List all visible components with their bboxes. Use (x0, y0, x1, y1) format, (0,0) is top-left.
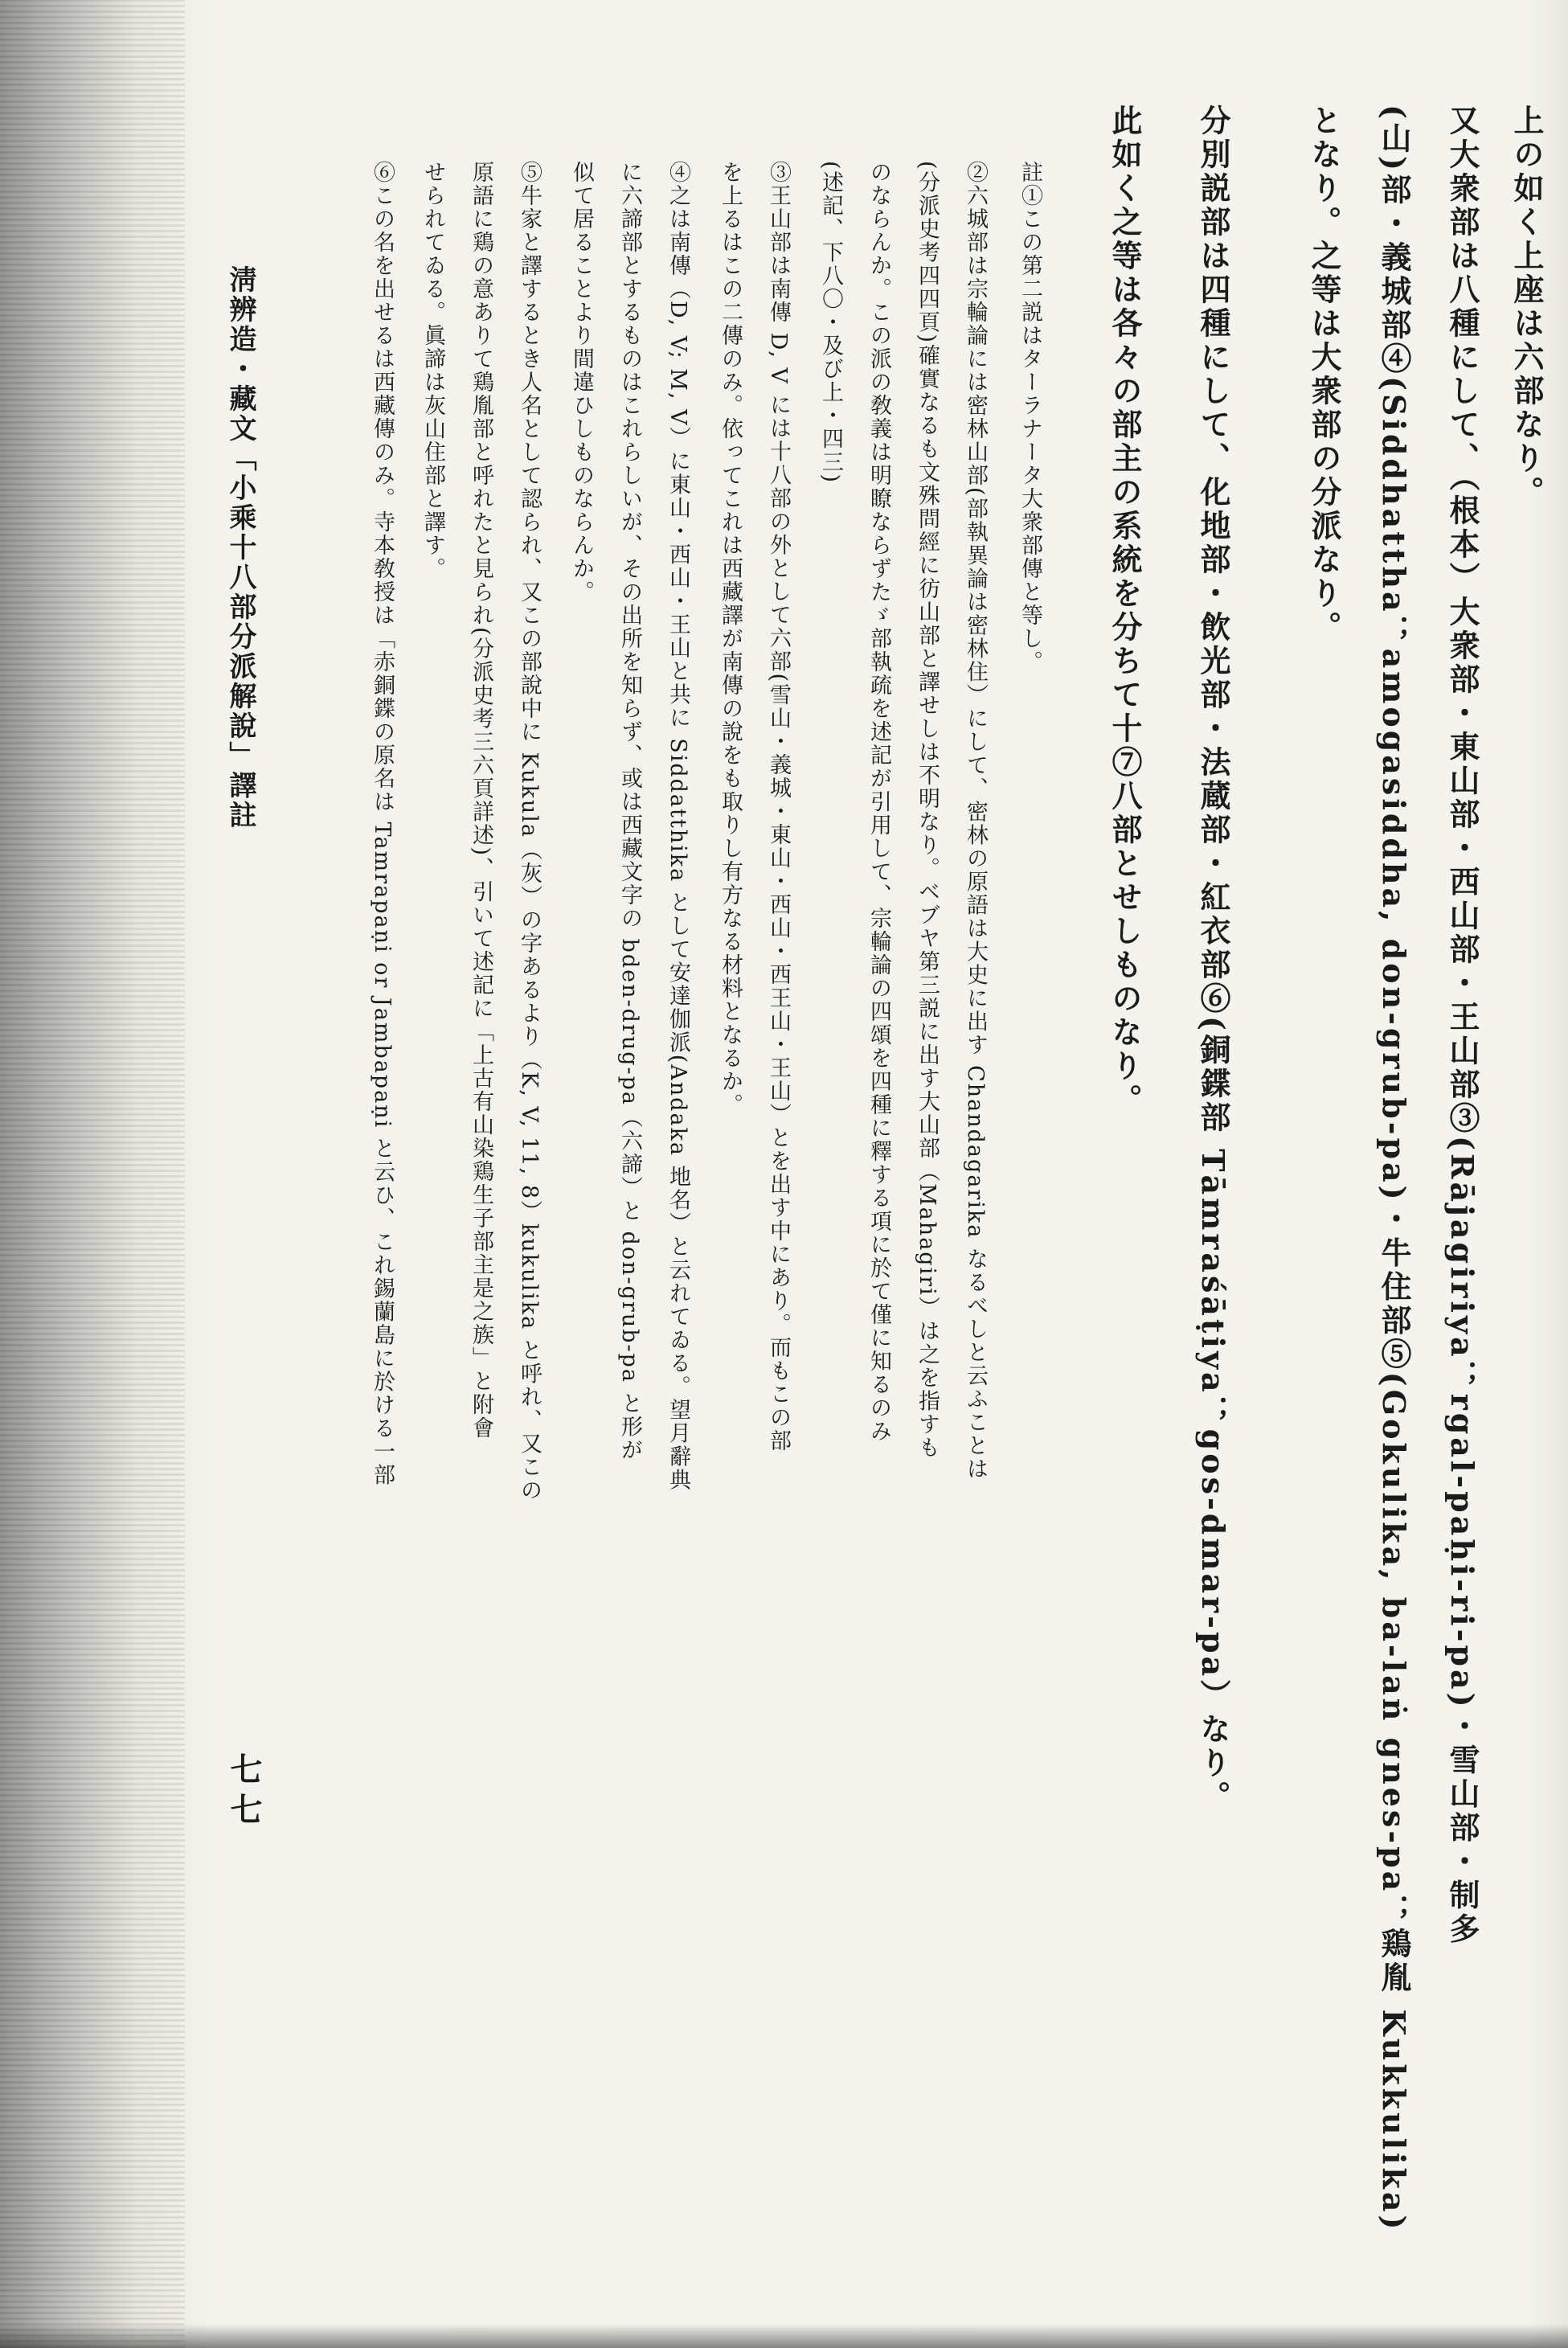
note-line-6: ③王山部は南傳 D, V には十八部の外として六部(雪山・義城・東山・西山・西王山・王山）とを出す中にあり。而もこの部 (766, 161, 791, 1453)
main-text-line-1: 上の如く上座は六部なり。 (1509, 104, 1545, 510)
note-line-8: ④之は南傳（D, V; M, V）に東山・西山・王山と共に Siddatthika として安達伽派(Andaka 地名）と云れてゐる。望月辭典 (665, 161, 690, 1492)
note-line-1: 註①この第二説はターラナータ大衆部傳と等し。 (1017, 161, 1042, 674)
note-line-10: 似て居ることより間違ひしものならんか。 (569, 161, 594, 604)
note-line-14: ⑥この名を出せるは西藏傳のみ。寺本敎授は「赤銅鍱の原名は Tamrapaṇi or Jambapaṇi と云ひ、これ錫蘭島に於ける一部 (370, 161, 395, 1487)
main-text-line-2: 又大衆部は八種にして、（根本）大衆部・東山部・西山部・王山部③(Rājagiriya；rgal-paḥi-ri-pa)・雪山部・制多 (1444, 104, 1480, 1947)
note-line-7: を上るはこの二傳のみ。依ってこれは西藏譯が南傳の說をも取りし有方なる材料となるか。 (718, 161, 743, 1117)
note-line-5: (述記、下八〇・及び上・四三) (818, 161, 843, 485)
note-line-3: (分派史考四四頁)確實なるも文殊問經に彷山部と譯せしは不明なり。ベブヤ第三説に出す大山部（Mahagiri）は之を指すも (915, 161, 940, 1460)
note-line-9: に六諦部とするものはこれらしいが、その出所を知らず、或は西藏文字の bden-drug-pa（六諦）と don-grub-pa と形が (617, 161, 642, 1462)
page-bottom-edge (0, 2324, 1568, 2348)
note-line-11: ⑤牛家と譯するとき人名として認られ、又この部說中に Kukula（灰）の字あるより（K, V, 11, 8）kukulika と呼れ、又この (517, 161, 542, 1502)
running-title: 淸辨造・藏文「小乘十八部分派解說」譯註 (224, 265, 256, 830)
note-line-4: のならんか。この派の敎義は明瞭ならずたゞ部執疏を述記が引用して、宗輪論の四頌を四種に釋する項に於て僅に知るのみ (866, 161, 891, 1443)
page-number: 七七 (225, 1752, 263, 1833)
note-line-13: せられてゐる。眞諦は灰山住部と譯す。 (420, 161, 445, 580)
main-text-line-5: 分別説部は四種にして、化地部・飲光部・法蔵部・紅衣部⑥(銅鍱部 Tāmraśāṭiya；gos-dmar-pa）なり。 (1195, 104, 1231, 1815)
main-text-line-3: (山)部・義城部④(Siddhattha；amogasiddha, don-grub-pa)・牛住部⑤(Gokulika, ba-laṅ gnes-pa；鶏胤 Kukkulika) (1376, 104, 1412, 2233)
main-text-line-6: 此如く之等は各々の部主の系統を分ちて十⑦八部とせしものなり。 (1107, 104, 1143, 1117)
note-line-12: 原語に鶏の意ありて鶏胤部と呼れたと見られ(分派史考三六頁詳述)、引いて述記に「上古有山染鶏生子部主是之族」と附會 (469, 161, 493, 1440)
binding-shadow (0, 0, 185, 2348)
main-text-line-4: となり。之等は大衆部の分派なり。 (1306, 104, 1342, 645)
note-line-2: ②六城部は宗輪論には密林山部(部執異論は密林住）にして、密林の原語は大史に出す Chandagarika なるべしと云ふことは (963, 161, 988, 1481)
